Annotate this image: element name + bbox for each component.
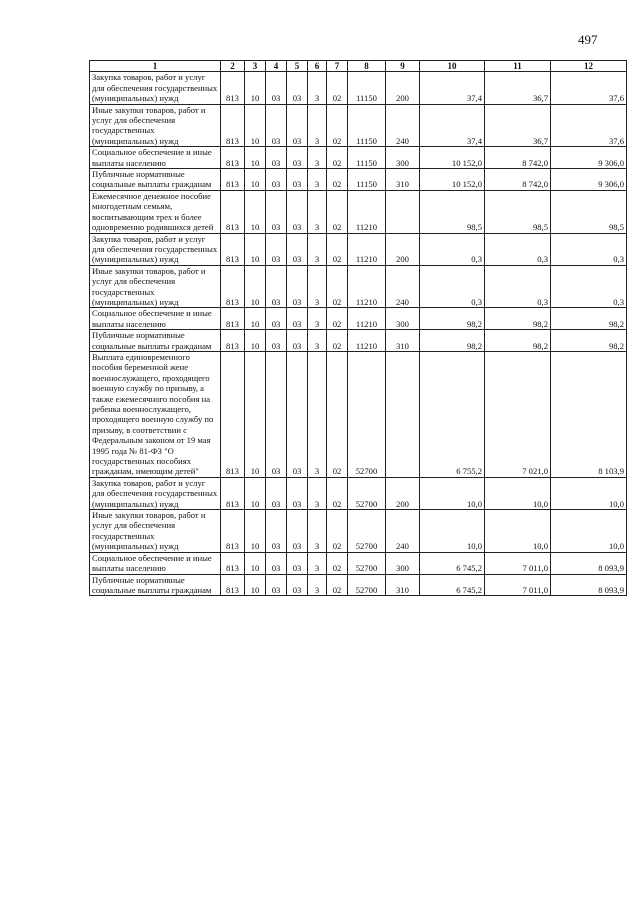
expense-name: Социальное обеспечение и иные выплаты населению — [90, 308, 221, 330]
expense-name: Закупка товаров, работ и услуг для обеспечения государственных (муниципальных) нужд — [90, 477, 221, 509]
code-cell: 03 — [287, 72, 308, 104]
expense-name: Ежемесячное денежное пособие многодетным семьям, воспитывающим трех и более одновременно родившихся детей — [90, 190, 221, 233]
expense-name: Публичные нормативные социальные выплаты гражданам — [90, 330, 221, 352]
amount-cell: 9 306,0 — [551, 147, 627, 169]
code-cell: 10 — [245, 190, 266, 233]
amount-cell: 98,2 — [551, 330, 627, 352]
table-row — [90, 233, 627, 265]
code-cell: 52700 — [348, 552, 386, 574]
code-cell: 300 — [386, 308, 420, 330]
expense-name: Иные закупки товаров, работ и услуг для обеспечения государственных (муниципальных) нужд — [90, 104, 221, 147]
code-cell: 03 — [266, 308, 287, 330]
table-row — [90, 477, 627, 509]
code-cell: 11210 — [348, 330, 386, 352]
code-cell: 02 — [327, 351, 348, 477]
column-header: 1 — [90, 61, 221, 72]
amount-cell: 10 152,0 — [420, 147, 485, 169]
code-cell: 02 — [327, 265, 348, 308]
code-cell: 3 — [308, 233, 327, 265]
amount-cell: 8 093,9 — [551, 574, 627, 596]
amount-cell: 7 011,0 — [485, 552, 551, 574]
amount-cell: 98,2 — [485, 330, 551, 352]
code-cell: 03 — [266, 169, 287, 191]
code-cell: 10 — [245, 574, 266, 596]
amount-cell: 8 093,9 — [551, 552, 627, 574]
code-cell: 03 — [266, 104, 287, 147]
code-cell: 03 — [287, 552, 308, 574]
code-cell: 03 — [266, 574, 287, 596]
code-cell: 02 — [327, 574, 348, 596]
amount-cell: 98,5 — [551, 190, 627, 233]
code-cell: 3 — [308, 72, 327, 104]
amount-cell: 0,3 — [485, 265, 551, 308]
code-cell: 10 — [245, 330, 266, 352]
code-cell: 3 — [308, 147, 327, 169]
amount-cell: 0,3 — [485, 233, 551, 265]
amount-cell: 37,6 — [551, 104, 627, 147]
code-cell: 03 — [266, 190, 287, 233]
code-cell: 813 — [221, 574, 245, 596]
code-cell: 813 — [221, 169, 245, 191]
amount-cell: 10,0 — [551, 510, 627, 553]
code-cell: 11210 — [348, 265, 386, 308]
table-row — [90, 147, 627, 169]
code-cell: 03 — [266, 233, 287, 265]
code-cell: 03 — [266, 72, 287, 104]
code-cell — [386, 190, 420, 233]
code-cell: 03 — [287, 574, 308, 596]
code-cell: 3 — [308, 552, 327, 574]
code-cell: 240 — [386, 510, 420, 553]
expense-name: Социальное обеспечение и иные выплаты населению — [90, 552, 221, 574]
code-cell: 03 — [287, 510, 308, 553]
code-cell: 3 — [308, 104, 327, 147]
budget-table — [89, 60, 627, 596]
code-cell: 813 — [221, 147, 245, 169]
code-cell: 02 — [327, 104, 348, 147]
code-cell: 300 — [386, 552, 420, 574]
code-cell: 11210 — [348, 308, 386, 330]
amount-cell: 98,2 — [485, 308, 551, 330]
code-cell: 10 — [245, 169, 266, 191]
table-row — [90, 190, 627, 233]
expense-name: Иные закупки товаров, работ и услуг для обеспечения государственных (муниципальных) нужд — [90, 265, 221, 308]
code-cell: 03 — [266, 510, 287, 553]
code-cell: 240 — [386, 104, 420, 147]
amount-cell: 6 755,2 — [420, 351, 485, 477]
code-cell: 52700 — [348, 351, 386, 477]
code-cell: 03 — [266, 552, 287, 574]
amount-cell: 0,3 — [420, 233, 485, 265]
code-cell: 10 — [245, 477, 266, 509]
amount-cell: 10,0 — [551, 477, 627, 509]
amount-cell: 0,3 — [420, 265, 485, 308]
code-cell: 10 — [245, 233, 266, 265]
table-row — [90, 104, 627, 147]
amount-cell: 8 103,9 — [551, 351, 627, 477]
amount-cell: 37,4 — [420, 72, 485, 104]
code-cell: 3 — [308, 330, 327, 352]
table-row — [90, 574, 627, 596]
code-cell: 02 — [327, 330, 348, 352]
amount-cell: 10,0 — [420, 477, 485, 509]
code-cell: 52700 — [348, 510, 386, 553]
expense-name: Закупка товаров, работ и услуг для обеспечения государственных (муниципальных) нужд — [90, 233, 221, 265]
amount-cell: 0,3 — [551, 233, 627, 265]
amount-cell: 10 152,0 — [420, 169, 485, 191]
column-header: 5 — [287, 61, 308, 72]
code-cell: 03 — [287, 351, 308, 477]
code-cell: 10 — [245, 308, 266, 330]
amount-cell: 98,2 — [420, 308, 485, 330]
code-cell: 200 — [386, 72, 420, 104]
code-cell: 240 — [386, 265, 420, 308]
code-cell: 02 — [327, 510, 348, 553]
page-number: 497 — [578, 32, 598, 47]
code-cell: 11210 — [348, 190, 386, 233]
code-cell: 03 — [287, 330, 308, 352]
amount-cell: 36,7 — [485, 72, 551, 104]
code-cell: 3 — [308, 308, 327, 330]
amount-cell: 10,0 — [420, 510, 485, 553]
code-cell: 813 — [221, 330, 245, 352]
amount-cell: 98,2 — [551, 308, 627, 330]
table-row — [90, 552, 627, 574]
code-cell: 10 — [245, 147, 266, 169]
code-cell: 03 — [287, 265, 308, 308]
amount-cell: 37,6 — [551, 72, 627, 104]
amount-cell: 6 745,2 — [420, 574, 485, 596]
code-cell: 3 — [308, 477, 327, 509]
amount-cell: 36,7 — [485, 104, 551, 147]
code-cell: 02 — [327, 169, 348, 191]
amount-cell: 98,5 — [420, 190, 485, 233]
amount-cell: 6 745,2 — [420, 552, 485, 574]
code-cell: 10 — [245, 351, 266, 477]
code-cell: 3 — [308, 190, 327, 233]
code-cell: 52700 — [348, 477, 386, 509]
expense-name: Публичные нормативные социальные выплаты гражданам — [90, 574, 221, 596]
code-cell: 310 — [386, 330, 420, 352]
code-cell: 02 — [327, 552, 348, 574]
code-cell: 03 — [287, 233, 308, 265]
code-cell: 11210 — [348, 233, 386, 265]
code-cell: 03 — [287, 308, 308, 330]
amount-cell: 8 742,0 — [485, 147, 551, 169]
table-row — [90, 169, 627, 191]
code-cell: 10 — [245, 72, 266, 104]
column-header: 2 — [221, 61, 245, 72]
code-cell: 813 — [221, 510, 245, 553]
code-cell: 300 — [386, 147, 420, 169]
code-cell: 02 — [327, 233, 348, 265]
code-cell: 3 — [308, 169, 327, 191]
code-cell: 3 — [308, 265, 327, 308]
code-cell: 813 — [221, 308, 245, 330]
code-cell: 200 — [386, 233, 420, 265]
code-cell — [386, 351, 420, 477]
code-cell: 200 — [386, 477, 420, 509]
code-cell: 813 — [221, 104, 245, 147]
amount-cell: 9 306,0 — [551, 169, 627, 191]
table-row — [90, 351, 627, 477]
code-cell: 10 — [245, 265, 266, 308]
code-cell: 813 — [221, 351, 245, 477]
amount-cell: 8 742,0 — [485, 169, 551, 191]
code-cell: 52700 — [348, 574, 386, 596]
code-cell: 813 — [221, 190, 245, 233]
code-cell: 813 — [221, 72, 245, 104]
code-cell: 11150 — [348, 72, 386, 104]
expense-name: Выплата единовременного пособия беременной жене военнослужащего, проходящего военную службу по призыву, а также ежемесячного пособия на ребенка военнослужащего, проходящего военную службу по призыву, в соответствии с Федеральным законом от 19 мая 1995 года № 81-ФЗ "О государственных пособиях гражданам, имеющим детей" — [90, 351, 221, 477]
code-cell: 11150 — [348, 169, 386, 191]
table-row — [90, 308, 627, 330]
code-cell: 03 — [287, 104, 308, 147]
code-cell: 03 — [266, 265, 287, 308]
code-cell: 03 — [266, 147, 287, 169]
expense-name: Иные закупки товаров, работ и услуг для обеспечения государственных (муниципальных) нужд — [90, 510, 221, 553]
column-header: 12 — [551, 61, 627, 72]
code-cell: 310 — [386, 574, 420, 596]
amount-cell: 98,5 — [485, 190, 551, 233]
expense-name: Публичные нормативные социальные выплаты гражданам — [90, 169, 221, 191]
code-cell: 10 — [245, 552, 266, 574]
table-row — [90, 265, 627, 308]
amount-cell: 0,3 — [551, 265, 627, 308]
column-header: 11 — [485, 61, 551, 72]
code-cell: 03 — [266, 330, 287, 352]
code-cell: 3 — [308, 510, 327, 553]
code-cell: 3 — [308, 574, 327, 596]
amount-cell: 10,0 — [485, 510, 551, 553]
code-cell: 02 — [327, 190, 348, 233]
column-header: 8 — [348, 61, 386, 72]
column-header: 4 — [266, 61, 287, 72]
code-cell: 03 — [266, 351, 287, 477]
code-cell: 813 — [221, 477, 245, 509]
amount-cell: 10,0 — [485, 477, 551, 509]
code-cell: 10 — [245, 104, 266, 147]
code-cell: 02 — [327, 477, 348, 509]
table-row — [90, 72, 627, 104]
header-row — [90, 61, 627, 72]
code-cell: 3 — [308, 351, 327, 477]
table-row — [90, 510, 627, 553]
table-row — [90, 330, 627, 352]
code-cell: 03 — [266, 477, 287, 509]
column-header: 10 — [420, 61, 485, 72]
code-cell: 11150 — [348, 147, 386, 169]
column-header: 6 — [308, 61, 327, 72]
code-cell: 02 — [327, 147, 348, 169]
table-body — [90, 72, 627, 596]
code-cell: 813 — [221, 552, 245, 574]
column-header: 9 — [386, 61, 420, 72]
code-cell: 03 — [287, 190, 308, 233]
code-cell: 03 — [287, 147, 308, 169]
code-cell: 310 — [386, 169, 420, 191]
amount-cell: 37,4 — [420, 104, 485, 147]
amount-cell: 7 011,0 — [485, 574, 551, 596]
code-cell: 813 — [221, 265, 245, 308]
code-cell: 02 — [327, 72, 348, 104]
code-cell: 11150 — [348, 104, 386, 147]
amount-cell: 98,2 — [420, 330, 485, 352]
code-cell: 03 — [287, 169, 308, 191]
column-header: 3 — [245, 61, 266, 72]
expense-name: Социальное обеспечение и иные выплаты населению — [90, 147, 221, 169]
code-cell: 03 — [287, 477, 308, 509]
code-cell: 10 — [245, 510, 266, 553]
code-cell: 02 — [327, 308, 348, 330]
column-header: 7 — [327, 61, 348, 72]
code-cell: 813 — [221, 233, 245, 265]
amount-cell: 7 021,0 — [485, 351, 551, 477]
expense-name: Закупка товаров, работ и услуг для обеспечения государственных (муниципальных) нужд — [90, 72, 221, 104]
